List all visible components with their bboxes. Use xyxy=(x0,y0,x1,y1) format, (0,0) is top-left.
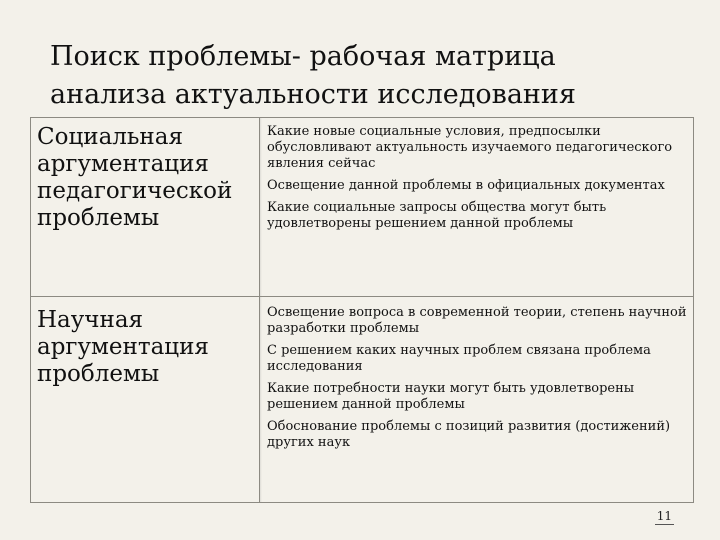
row-label-line: педагогической xyxy=(37,178,233,204)
list-item: С решением каких научных проблем связана проблема исследования xyxy=(267,343,651,374)
row-items-social xyxy=(260,118,694,297)
row-label-line: аргументация xyxy=(37,334,209,360)
slide-title-line-2: анализа актуальности исследования xyxy=(50,79,576,110)
slide-title-line-1: Поиск проблемы- рабочая матрица xyxy=(50,41,556,72)
row-label-line: аргументация xyxy=(37,151,209,177)
page-number: 11 xyxy=(656,509,672,523)
row-label-social xyxy=(31,118,260,297)
list-item: Освещение вопроса в современной теории, степень научной разработки проблемы xyxy=(267,305,687,336)
row-label-scientific xyxy=(31,297,260,503)
row-label-line: Социальная xyxy=(37,124,183,150)
slide-title xyxy=(50,38,690,114)
row-items-scientific xyxy=(260,297,694,503)
row-label-line: Научная xyxy=(37,307,144,333)
table-row-social xyxy=(31,118,694,297)
analysis-matrix-table xyxy=(30,117,694,503)
row-label-line: проблемы xyxy=(37,205,160,231)
list-item: Обоснование проблемы с позиций развития (достижений) других наук xyxy=(267,419,671,450)
list-item: Освещение данной проблемы в официальных документах xyxy=(267,178,665,193)
row-label-line: проблемы xyxy=(37,361,160,387)
table-row-scientific xyxy=(31,297,694,503)
list-item: Какие новые социальные условия, предпосылки обусловливают актуальность изучаемого педагогического явления сейчас xyxy=(267,124,673,171)
list-item: Какие социальные запросы общества могут быть удовлетворены решением данной проблемы xyxy=(267,200,607,231)
list-item: Какие потребности науки могут быть удовлетворены решением данной проблемы xyxy=(267,381,635,412)
